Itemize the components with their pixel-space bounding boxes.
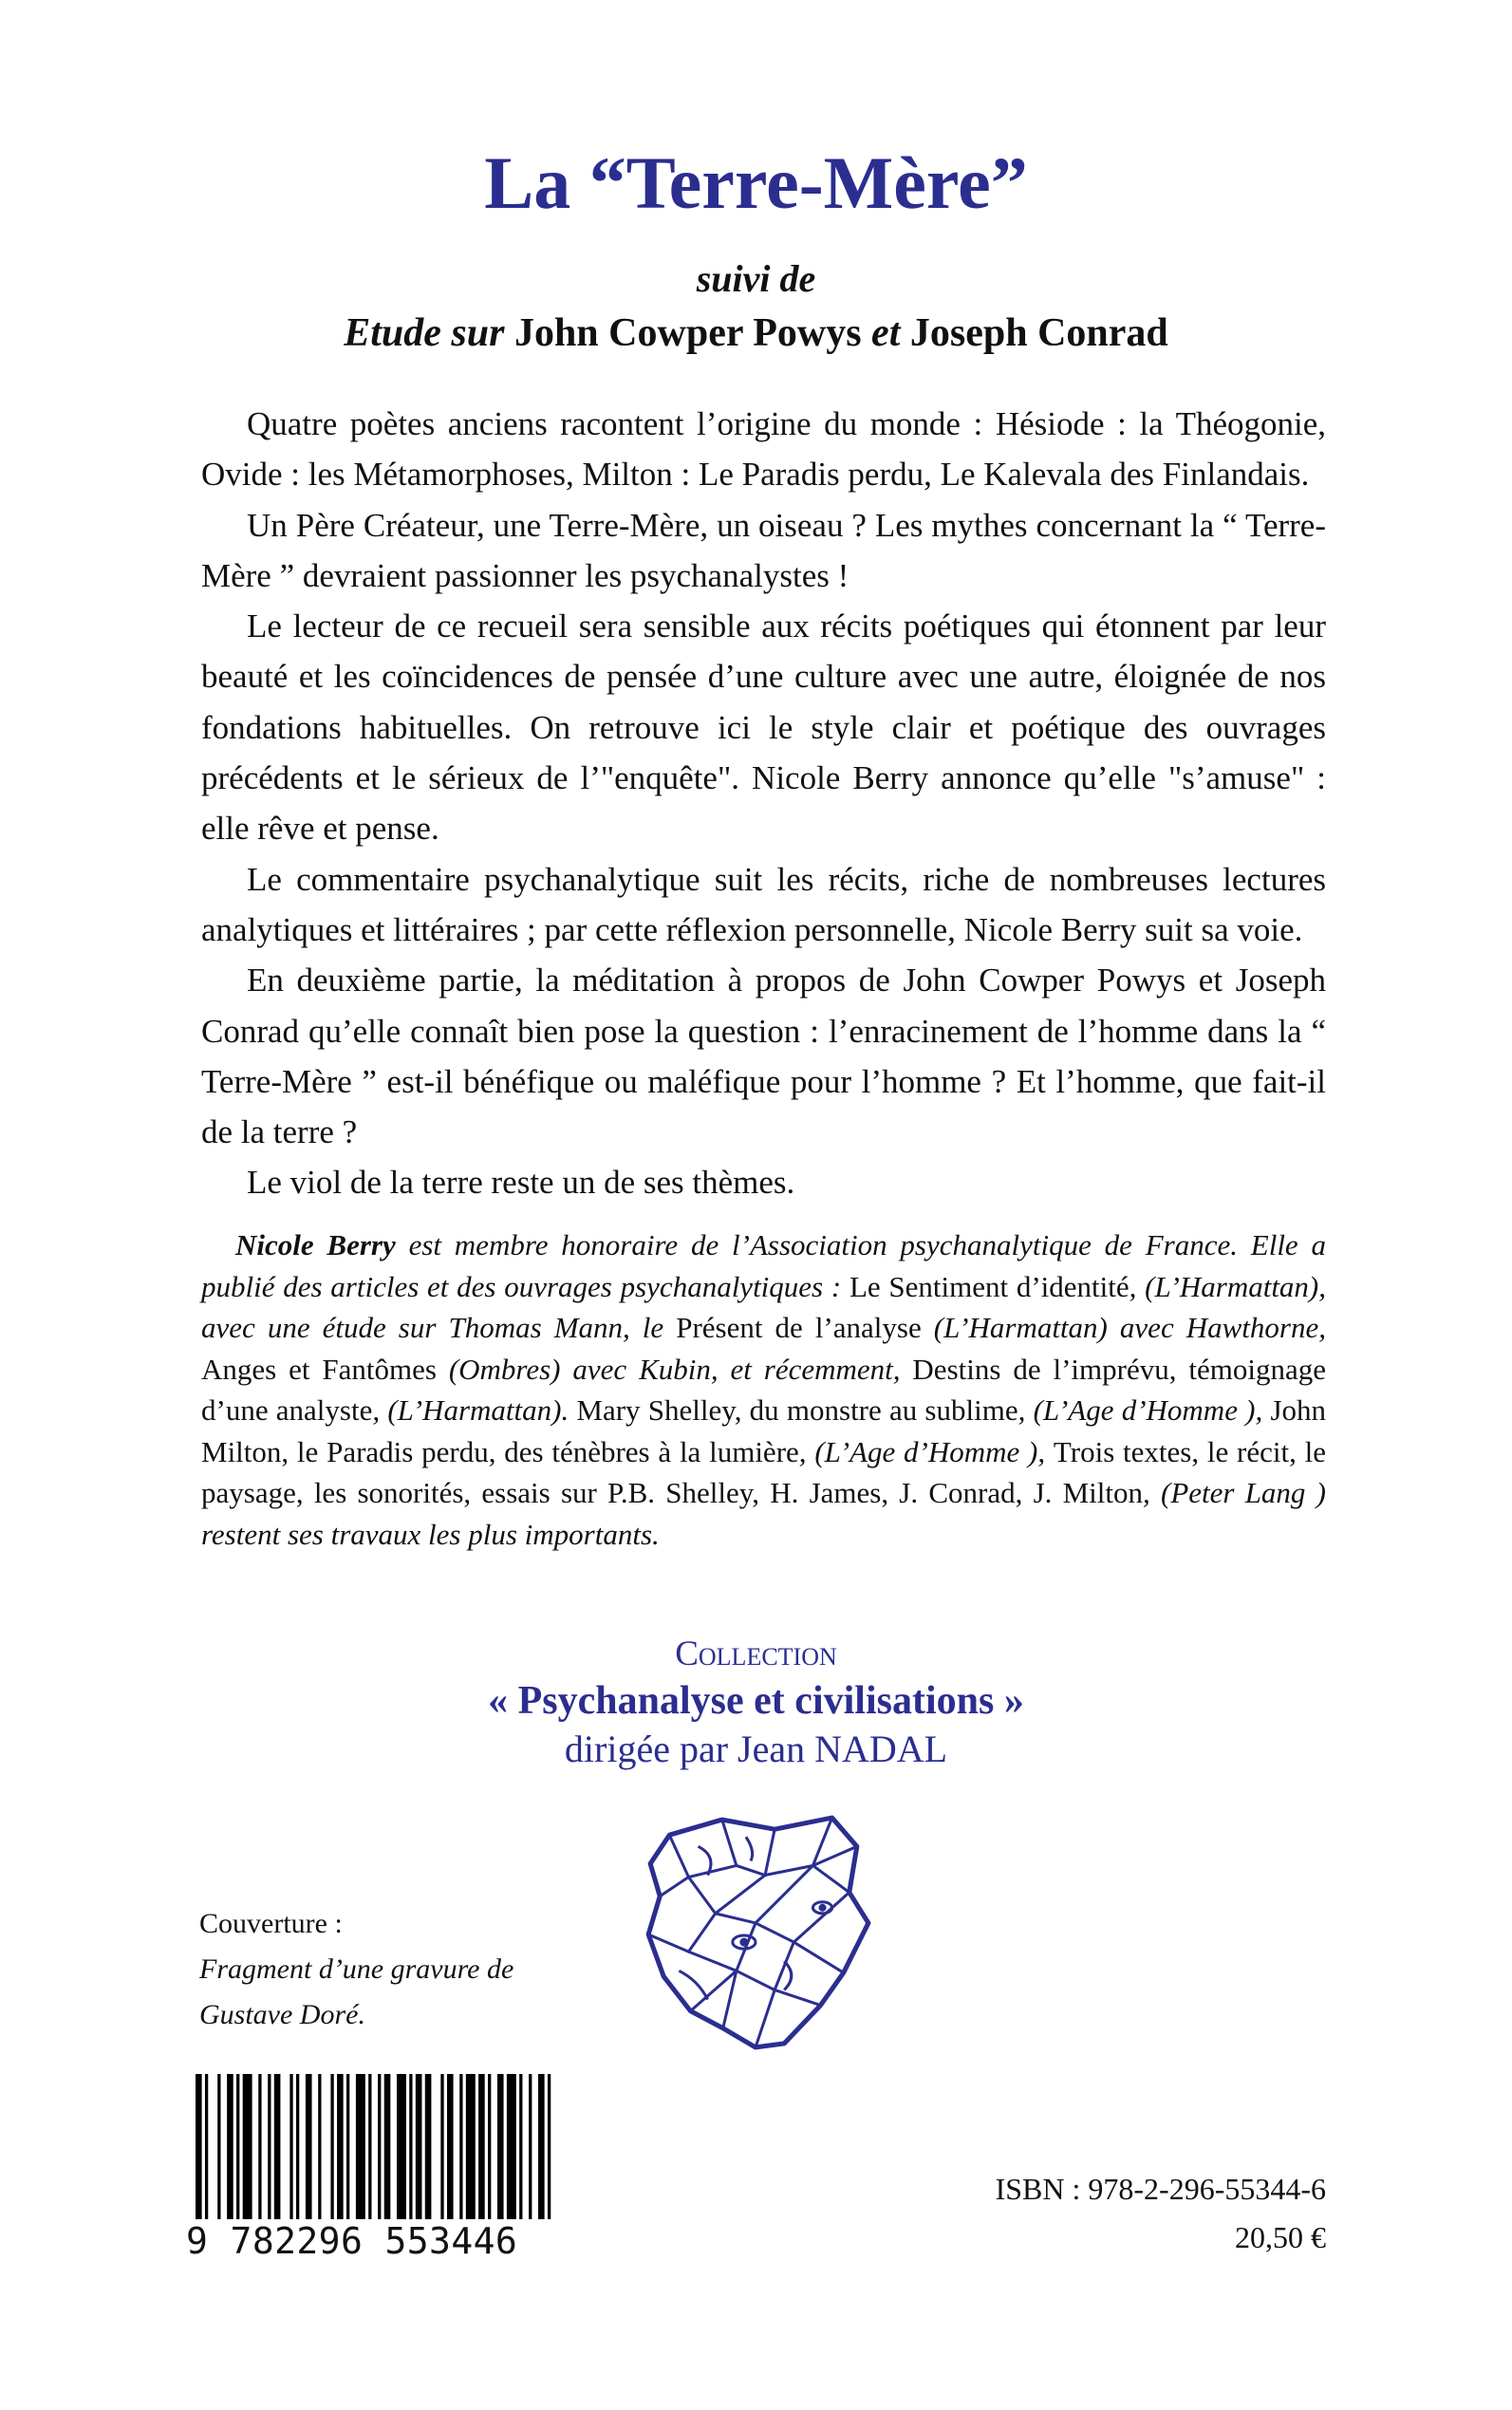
blurb-paragraph: Un Père Créateur, une Terre-Mère, un oiseau ? Les mythes concernant la “ Terre-Mère ” devraient passionner les psychanalystes !	[201, 506, 1326, 594]
collection-name: « Psychanalyse et civilisations »	[488, 1679, 1024, 1723]
bio-work-title: Le Sentiment d’identité	[849, 1269, 1129, 1303]
bio-text: , (L’Age d’Homme ),	[1017, 1393, 1271, 1427]
bio-work-title: John Milton, le Paradis perdu, des ténèbres à la lumière	[201, 1393, 1327, 1468]
price: 20,50 €	[1235, 2220, 1326, 2254]
bio-text: , (L’Harmattan).	[372, 1393, 577, 1427]
subtitle-et: et	[871, 311, 901, 355]
subtitle-name-conrad: Joseph Conrad	[909, 311, 1168, 355]
bio-text: (L’Harmattan) avec Hawthorne,	[921, 1311, 1326, 1344]
subtitle-suivi-de: suivi de	[696, 257, 816, 300]
bio-work-title: Anges et Fantômes	[201, 1352, 437, 1386]
blurb-paragraph: Le commentaire psychanalytique suit les récits, riche de nombreuses lectures analytiques et littéraires ; par cette réflexion personnelle, Nicole Berry suit sa voie.	[201, 860, 1326, 948]
cover-credit-line: Gustave Doré.	[199, 1999, 365, 2030]
isbn: ISBN : 978-2-296-55344-6	[995, 2172, 1326, 2206]
blurb	[201, 399, 1326, 1208]
bio-text: , (L’Age d’Homme ),	[798, 1434, 1054, 1468]
bio-work-title: Trois textes, le récit, le paysage, les sonorités, essais sur P.B. Shelley, H. James, J. Conrad, J. Milton	[201, 1434, 1326, 1509]
subtitle-etude	[0, 306, 1512, 361]
bio-work-title: Destins de l’imprévu, témoignage d’une analyste	[201, 1352, 1326, 1427]
bio-work-title: Mary Shelley, du monstre au sublime	[576, 1393, 1018, 1427]
subtitle-etude-sur: Etude sur	[344, 311, 505, 355]
bio-text: est membre honoraire de l’Association psychanalytique de France. Elle a publié des articles et des ouvrages psychanalytiques :	[201, 1228, 1326, 1303]
bio-author-name: Nicole Berry	[235, 1228, 396, 1261]
blurb-paragraph: En deuxième partie, la méditation à propos de John Cowper Powys et Joseph Conrad qu’elle connaît bien pose la question : l’enracinement de l’homme dans la “ Terre-Mère ” est-il bénéfique ou maléfique pour l’homme ? Et l’homme, que fait-il de la terre ?	[201, 962, 1326, 1151]
subtitle-name-powys: John Cowper Powys	[513, 311, 862, 355]
bio-text: , (Peter Lang ) restent ses travaux les plus importants.	[201, 1476, 1326, 1551]
cover-credit	[199, 1901, 560, 2038]
collection-logo-icon	[631, 1808, 880, 2057]
book-title: La “Terre-Mère”	[484, 141, 1028, 224]
collection-director: dirigée par Jean NADAL	[564, 1728, 948, 1770]
blurb-paragraph: Le lecteur de ce recueil sera sensible aux récits poétiques qui étonnent par leur beauté et les coïncidences de pensée d’une culture avec une autre, éloignée de nos fondations habituelles. On retrouve ici le style clair et poétique des ouvrages précédents et le sérieux de l’"enquête". Nicole Berry annonce qu’elle "s’amuse" : elle rêve et pense.	[201, 607, 1326, 848]
barcode-digits: 9 782296 553446	[186, 2219, 566, 2263]
blurb-paragraph: Le viol de la terre reste un de ses thèmes.	[247, 1164, 795, 1202]
bio-text: , (L’Harmattan), avec une étude sur Thomas Mann, le	[201, 1269, 1327, 1344]
cover-credit-label: Couverture :	[199, 1908, 343, 1939]
bio-work-title: Présent de l’analyse	[676, 1311, 922, 1344]
blurb-paragraph: Quatre poètes anciens racontent l’origine du monde : Hésiode : la Théogonie, Ovide : les Métamorphoses, Milton : Le Paradis perdu, Le Kalevala des Finlandais.	[201, 405, 1326, 494]
collection-label: Collection	[675, 1635, 837, 1673]
bio-text: (Ombres) avec Kubin, et récemment,	[436, 1352, 913, 1386]
author-bio	[201, 1224, 1326, 1555]
cover-credit-line: Fragment d’une gravure de	[199, 1953, 514, 1985]
collection-block	[0, 1633, 1512, 1773]
